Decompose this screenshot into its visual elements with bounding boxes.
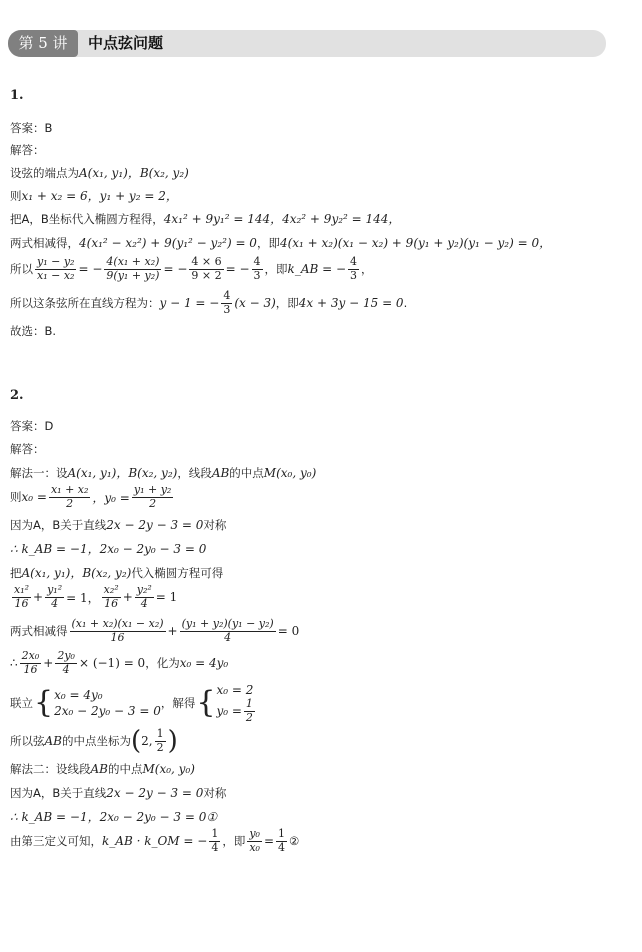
equation-system: x₀ = 4y₀ 2x₀ − 2y₀ − 3 = 0: [54, 688, 161, 719]
question-2-number: 2.: [10, 388, 24, 403]
fraction: $\frac{\text{y₁ + y₂}}{2}$: [133, 483, 172, 510]
fraction: $\frac{4 \times 6}{9 \times 2}$: [191, 255, 222, 282]
q1-line-4: 两式相减得， 4(x₁² − x₂²) + 9(y₁² − y₂²) = 0 ，即 4(x₁ + x₂)(x₁ − x₂) + 9(y₁ + y₂)(y₁ − y₂) = 0，: [10, 235, 552, 250]
q2-line-14: 由第三定义可知， k_AB · k_OM = − $\frac{1}{4}$ ，即 $\frac{\text{y₀}}{\text{x₀}}$ = $\frac{1}{4}$ ②: [10, 827, 300, 854]
fraction: $\frac{\text{(x₁ + x₂)(x₁ − x₂)}}{16}$: [71, 617, 164, 644]
fraction: $\frac{4}{3}$: [253, 255, 261, 282]
fraction: $\frac{1}{2}$: [245, 697, 253, 724]
fraction: $\frac{\text{y₀}}{\text{x₀}}$: [249, 827, 260, 854]
q1-answer: 答案：B: [10, 121, 53, 135]
q1-line-2: 则 x₁ + x₂ = 6，y₁ + y₂ = 2，: [10, 188, 178, 203]
fraction: $\frac{\text{x₁²}}{16}$: [14, 583, 30, 610]
fraction: $\frac{4}{3}$: [350, 255, 358, 282]
q2-line-8: ∴ $\frac{\text{2x₀}}{16}$ + $\frac{\text{2y₀}}{4}$ × (−1) = 0 ，化为 x₀ = 4y₀: [10, 649, 229, 676]
fraction: $\frac{1}{4}$: [278, 827, 286, 854]
fraction: $\frac{1}{2}$: [156, 727, 164, 754]
lecture-number-tag: 第 5 讲: [8, 30, 78, 57]
fraction: $\frac{4}{3}$: [223, 289, 231, 316]
fraction: $\frac{\text{2y₀}}{4}$: [57, 649, 75, 676]
q2-line-2: 则 x₀ = $\frac{\text{x₁ + x₂}}{2}$ ，y₀ = $\frac{\text{y₁ + y₂}}{2}$: [10, 483, 172, 510]
lecture-header: [8, 30, 606, 57]
fraction: $\frac{\text{x₁ + x₂}}{2}$: [50, 483, 89, 510]
q2-line-5: 把 A(x₁, y₁)，B(x₂, y₂) 代入椭圆方程可得: [10, 565, 224, 580]
q1-line-3: 把A，B坐标代入椭圆方程得， 4x₁² + 9y₁² = 144，4x₂² + 9y₂² = 144，: [10, 211, 401, 226]
q2-line-3: 因为A，B关于直线 2x − 2y − 3 = 0 对称: [10, 518, 227, 532]
q2-line-9: 联立 { x₀ = 4y₀ 2x₀ − 2y₀ − 3 = 0 ，解得 { x₀ = 2 y₀ = $\frac{1}{2}$: [10, 682, 257, 724]
q1-line-7: 故选：B.: [10, 324, 57, 338]
q2-line-10: 所以弦 AB 的中点坐标为 ( 2, $\frac{1}{2}$ ): [10, 726, 178, 757]
q2-line-11: 解法二：设线段 AB 的中点 M(x₀, y₀): [10, 762, 195, 776]
q1-line-5: 所以 $\frac{\text{y₁ − y₂}}{\text{x₁ − x₂}}$ = − $\frac{\text{4(x₁ + x₂)}}{\text{9(y₁ + y₂)}}$ = − $\frac{4 \times 6}{9 \times 2}$ = − $\frac{4}{3}$ ，即 k_AB = − $\frac{4}{3}$ ，: [10, 255, 373, 282]
fraction: $\frac{\text{x₂²}}{16}$: [103, 583, 119, 610]
q1-solution-label: 解答：: [10, 143, 45, 157]
fraction: $\frac{1}{4}$: [211, 827, 219, 854]
left-paren-icon: (: [130, 726, 142, 757]
q2-line-1: 解法一：设 A(x₁, y₁)，B(x₂, y₂) ，线段 AB 的中点 M(x₀, y₀): [10, 465, 317, 480]
lecture-title: 中点弦问题: [88, 34, 164, 52]
q2-line-13: ∴ k_AB = −1，2x₀ − 2y₀ − 3 = 0①: [10, 810, 218, 824]
left-brace-icon: {: [34, 685, 54, 721]
q2-line-7: 两式相减得 $\frac{\text{(x₁ + x₂)(x₁ − x₂)}}{16}$ + $\frac{\text{(y₁ + y₂)(y₁ − y₂)}}{4}$ = 0: [10, 617, 300, 644]
q1-line-6: 所以这条弦所在直线方程为： y − 1 = − $\frac{4}{3}$ (x − 3) ，即 4x + 3y − 15 = 0 .: [10, 289, 408, 316]
q1-line-1: 设弦的端点为 A(x₁, y₁)，B(x₂, y₂): [10, 165, 189, 180]
question-1-number: 1.: [10, 88, 24, 103]
q2-line-6: $\frac{\text{x₁²}}{16}$ + $\frac{\text{y₁²}}{4}$ = 1， $\frac{\text{x₂²}}{16}$ + $\frac{\text{y₂²}}{4}$ = 1: [14, 583, 178, 610]
q2-line-12: 因为A，B关于直线 2x − 2y − 3 = 0 对称: [10, 786, 227, 800]
fraction: $\frac{\text{y₁ − y₂}}{\text{x₁ − x₂}}$: [37, 255, 75, 282]
fraction: $\frac{\text{4(x₁ + x₂)}}{\text{9(y₁ + y₂)}}$: [106, 255, 160, 282]
right-paren-icon: ): [167, 726, 178, 757]
q2-line-4: ∴ k_AB = −1，2x₀ − 2y₀ − 3 = 0: [10, 542, 207, 556]
q2-solution-label: 解答：: [10, 442, 45, 456]
solution-system: x₀ = 2 y₀ = $\frac{1}{2}$: [216, 683, 254, 724]
fraction: $\frac{\text{y₂²}}{4}$: [136, 583, 152, 610]
left-brace-icon: {: [196, 685, 216, 721]
fraction: $\frac{\text{y₁²}}{4}$: [47, 583, 63, 610]
q2-answer: 答案：D: [10, 419, 54, 433]
fraction: $\frac{\text{(y₁ + y₂)(y₁ − y₂)}}{4}$: [181, 617, 274, 644]
fraction: $\frac{\text{2x₀}}{16}$: [21, 649, 40, 676]
